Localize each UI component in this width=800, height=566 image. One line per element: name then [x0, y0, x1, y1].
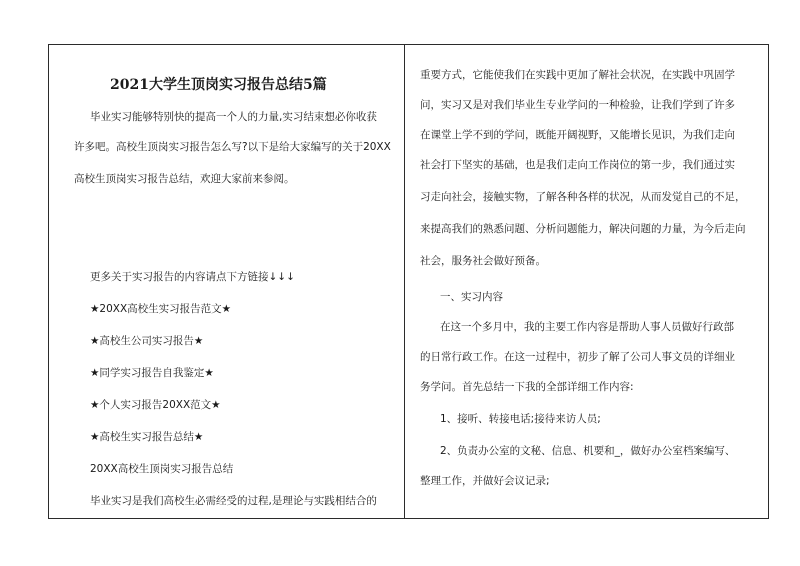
body-line: 在课堂上学不到的学问，既能开阔视野，又能增长见识，为我们走向 [420, 129, 735, 141]
related-link[interactable]: ★高校生公司实习报告★ [90, 335, 204, 347]
body-line: 来提高我们的熟悉问题、分析问题能力，解决问题的力量，为今后走向 [420, 223, 746, 235]
related-link[interactable]: ★同学实习报告自我鉴定★ [90, 367, 214, 379]
body-line: 务学问。首先总结一下我的全部详细工作内容: [420, 381, 634, 393]
body-line: 社会，服务社会做好预备。 [420, 255, 546, 267]
section-subtitle: 20XX高校生顶岗实习报告总结 [90, 463, 234, 475]
related-link[interactable]: ★个人实习报告20XX范文★ [90, 399, 221, 411]
document-title: 2021大学生顶岗实习报告总结5篇 [110, 77, 327, 93]
body-line: 毕业实习是我们高校生必需经受的过程,是理论与实践相结合的 [90, 495, 377, 507]
body-line: 习走向社会，接触实物，了解各种各样的状况，从而发觉自己的不足， [420, 191, 746, 203]
related-link[interactable]: ★20XX高校生实习报告范文★ [90, 303, 232, 315]
body-line: 社会打下坚实的基础，也是我们走向工作岗位的第一步，我们通过实 [420, 159, 735, 171]
list-item: 2、负责办公室的文秘、信息、机要和_，做好办公室档案编写、 [440, 445, 736, 457]
column-divider [404, 44, 405, 519]
body-line: 问，实习又是对我们毕业生专业学问的一种检验，让我们学到了许多 [420, 99, 735, 111]
links-heading: 更多关于实习报告的内容请点下方链接↓↓↓ [90, 271, 295, 283]
intro-line: 毕业实习能够特别快的提高一个人的力量,实习结束想必你收获 [90, 111, 377, 123]
section-heading: 一、实习内容 [440, 291, 503, 303]
body-line: 在这一个多月中，我的主要工作内容是帮助人事人员做好行政部 [440, 321, 734, 333]
list-item: 1、接听、转接电话;接待来访人员; [440, 413, 601, 425]
intro-line: 许多吧。高校生顶岗实习报告怎么写?以下是给大家编写的关于20XX [74, 141, 391, 153]
body-line: 整理工作，并做好会议记录; [420, 475, 550, 487]
intro-line: 高校生顶岗实习报告总结，欢迎大家前来参阅。 [74, 173, 295, 185]
body-line: 的日常行政工作。在这一过程中，初步了解了公司人事文员的详细业 [420, 351, 735, 363]
related-link[interactable]: ★高校生实习报告总结★ [90, 431, 204, 443]
body-line: 重要方式，它能使我们在实践中更加了解社会状况，在实践中巩固学 [420, 69, 735, 81]
